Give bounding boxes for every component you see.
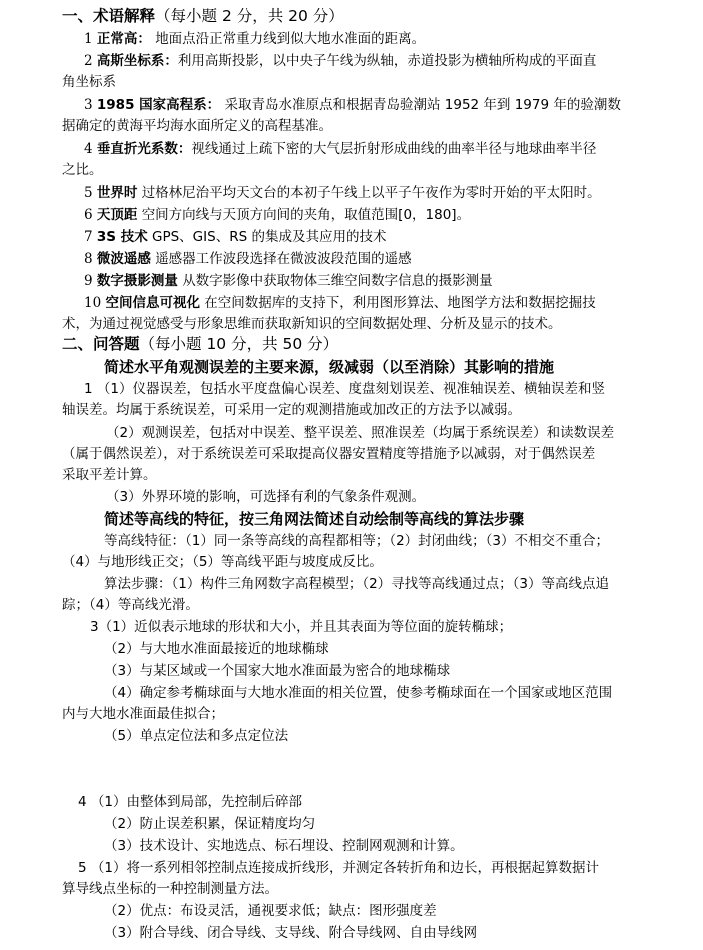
q4-line: （3）技术设计、实地选点、标石埋设、控制网观测和计算。 xyxy=(104,838,464,854)
section2-heading xyxy=(62,334,338,354)
term-item-3 xyxy=(84,95,621,115)
item-number: 1 xyxy=(84,31,93,47)
section2-score: （每小题 10 分，共 50 分） xyxy=(139,335,339,353)
item-number: 3 xyxy=(84,97,93,113)
term-name: 垂直折光系数： xyxy=(96,141,192,157)
q3-line: （3）与某区域或一个国家大地水准面最为密合的地球椭球 xyxy=(104,663,451,679)
item-number: 7 xyxy=(84,229,93,245)
item-number: 4 xyxy=(84,141,93,157)
item-number: 6 xyxy=(84,207,93,223)
term-item-1 xyxy=(84,29,425,49)
term-definition: 在空间数据库的支持下，利用图形算法、地图学方法和数据挖掘技 xyxy=(204,295,596,311)
item-number: 2 xyxy=(84,53,93,69)
term-item-10-cont: 术，为通过视觉感受与形象思维而获取新知识的空间数据处理、分析及显示的技术。 xyxy=(62,316,562,332)
term-definition: 利用高斯投影，以中央子午线为纵轴，赤道投影为横轴所构成的平面直 xyxy=(177,53,597,69)
q1-title: 简述水平角观测误差的主要来源，级减弱（以至消除）其影响的措施 xyxy=(104,358,555,376)
section2-title: 二、问答题 xyxy=(62,335,140,353)
term-definition: 地面点沿正常重力线到似大地水准面的距离。 xyxy=(155,31,426,47)
term-definition: 采取青岛水准原点和根据青岛验潮站 1952 年到 1979 年的验潮数 xyxy=(224,97,621,113)
q1-line: 1 （1）仪器误差，包括水平度盘偏心误差、度盘刻划误差、视准轴误差、横轴误差和竖 xyxy=(84,381,605,397)
term-item-7 xyxy=(84,227,386,247)
term-item-10 xyxy=(84,293,596,313)
q5-line: 5 （1）将一系列相邻控制点连接成折线形，并测定各转折角和边长，再根据起算数据计 xyxy=(78,860,599,876)
section1-title: 一、术语解释 xyxy=(62,7,156,25)
q2-line: 等高线特征：（1）同一条等高线的高程都相等；（2）封闭曲线；（3）不相交不重合； xyxy=(104,533,610,549)
section1-score: （每小题 2 分，共 20 分） xyxy=(155,7,344,25)
q2-line: 踪；（4）等高线光滑。 xyxy=(62,597,199,613)
q1-line: 轴误差。均属于系统误差，可采用一定的观测措施或加改正的方法予以减弱。 xyxy=(62,402,521,418)
term-name: 微波遥感 xyxy=(96,251,151,267)
term-name: 正常高： xyxy=(96,31,151,47)
term-name: 1985 国家高程系： xyxy=(96,97,221,113)
q1-line: （3）外界环境的影响，可选择有利的气象条件观测。 xyxy=(106,489,426,505)
q2-title: 简述等高线的特征，按三角网法简述自动绘制等高线的算法步骤 xyxy=(104,510,525,528)
q4-line: 4 （1）由整体到局部，先控制后碎部 xyxy=(78,794,302,810)
section1-heading xyxy=(62,6,344,26)
term-definition: 空间方向线与天顶方向间的夹角，取值范围[0，180]。 xyxy=(141,207,471,223)
term-name: 数字摄影测量 xyxy=(96,273,178,289)
term-item-6 xyxy=(84,205,470,225)
q5-line: （3）附合导线、闭合导线、支导线、附合导线网、自由导线网 xyxy=(104,925,478,941)
term-definition: 从数字影像中获取物体三维空间数字信息的摄影测量 xyxy=(182,273,493,289)
q1-line: 采取平差计算。 xyxy=(62,467,157,483)
q4-line: （2）防止误差积累，保证精度均匀 xyxy=(104,816,316,832)
item-number: 10 xyxy=(84,295,102,311)
q5-line: 算导线点坐标的一种控制测量方法。 xyxy=(62,881,278,897)
term-name: 世界时 xyxy=(96,185,138,201)
item-number: 9 xyxy=(84,273,93,289)
q3-line: 3（1）近似表示地球的形状和大小，并且其表面为等位面的旋转椭球； xyxy=(90,619,513,635)
q2-line: （4）与地形线正交；（5）等高线平距与坡度成反比。 xyxy=(62,554,383,570)
q3-line: 内与大地水准面最佳拟合； xyxy=(62,706,224,722)
term-item-5 xyxy=(84,183,601,203)
term-definition: GPS、GIS、RS 的集成及其应用的技术 xyxy=(152,229,387,245)
term-item-4 xyxy=(84,139,596,159)
item-number: 8 xyxy=(84,251,93,267)
q3-line: （5）单点定位法和多点定位法 xyxy=(104,728,289,744)
term-item-4-cont: 之比。 xyxy=(62,162,103,178)
term-definition: 视线通过上疏下密的大气层折射形成曲线的曲率半径与地球曲率半径 xyxy=(191,141,597,157)
term-definition: 过格林尼治平均天文台的本初子午线上以平子午夜作为零时开始的平太阳时。 xyxy=(141,185,601,201)
term-item-3-cont: 据确定的黄海平均海水面所定义的高程基准。 xyxy=(62,118,332,134)
q3-line: （4）确定参考椭球面与大地水准面的相关位置，使参考椭球面在一个国家或地区范围 xyxy=(104,685,613,701)
q5-line: （2）优点：布设灵活，通视要求低；缺点：图形强度差 xyxy=(104,903,437,919)
item-number: 5 xyxy=(84,185,93,201)
q1-line: （2）观测误差，包括对中误差、整平误差、照准误差（均属于系统误差）和读数误差 xyxy=(106,425,615,441)
term-item-2 xyxy=(84,51,596,71)
q2-line: 算法步骤：（1）构件三角网数字高程模型；（2）寻找等高线通过点；（3）等高线点追 xyxy=(104,576,610,592)
term-name: 3S 技术 xyxy=(96,229,148,245)
term-name: 天顶距 xyxy=(96,207,138,223)
term-name: 高斯坐标系： xyxy=(96,53,178,69)
term-name: 空间信息可视化 xyxy=(105,295,200,311)
term-item-9 xyxy=(84,271,493,291)
term-item-8 xyxy=(84,249,412,269)
term-item-2-cont: 角坐标系 xyxy=(62,74,116,90)
term-definition: 遥感器工作波段选择在微波波段范围的遥感 xyxy=(155,251,412,267)
q3-line: （2）与大地水准面最接近的地球椭球 xyxy=(104,641,329,657)
q1-line: （属于偶然误差），对于系统误差可采取提高仪器安置精度等措施予以减弱，对于偶然误差 xyxy=(62,446,596,462)
